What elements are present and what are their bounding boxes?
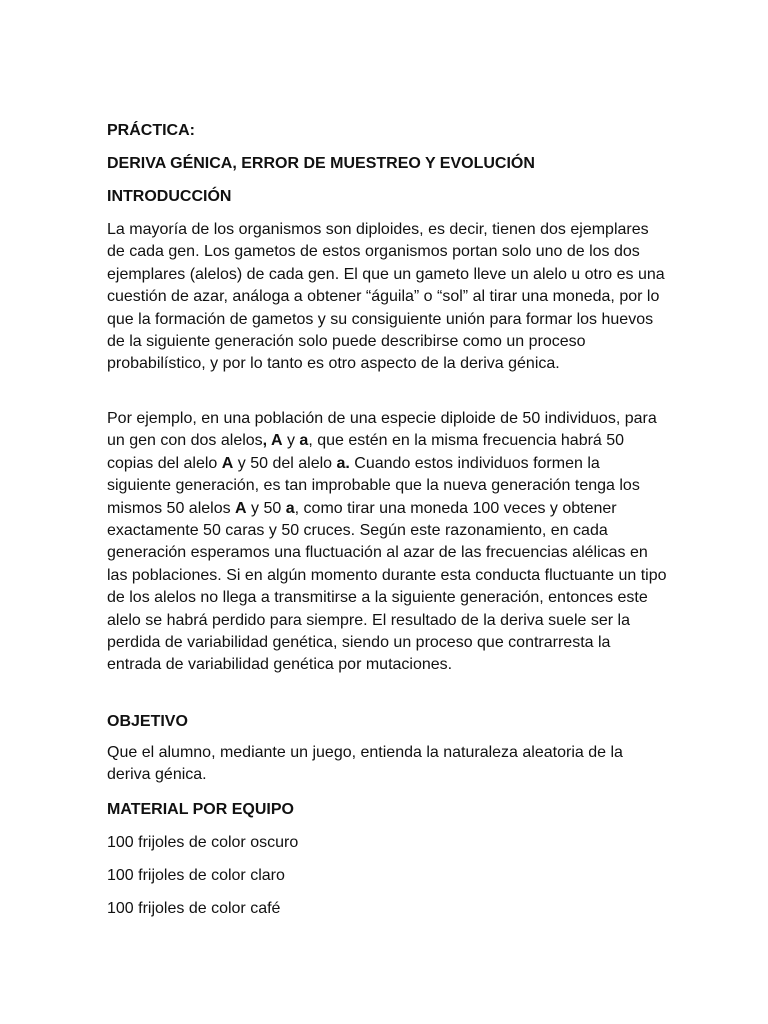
list-item: 100 frijoles de color claro	[107, 867, 285, 884]
allele-label: A	[235, 499, 247, 517]
allele-label: A	[221, 454, 234, 472]
allele-label: , A	[262, 432, 283, 450]
paragraph-text: , como tirar una moneda 100 veces y obtener exactamente 50 caras y 50 cruces. Según este razonamiento, en cada generación esperamos una fluctuación al azar de las frecuencias alélicas en las poblaciones. Si en algún momento durante esta conducta fluctuante un tipo de los alelos no llega a transmitirse a la siguiente generación, entonces este alelo se habrá perdido para siempre. El resultado de la deriva suele ser la perdida de variabilidad genética, siendo un proceso que contrarresta la entrada de variabilidad genética por mutaciones.	[107, 499, 667, 674]
paragraph-text: y	[282, 432, 300, 450]
practica-heading: PRÁCTICA:	[107, 122, 195, 139]
list-item: 100 frijoles de color oscuro	[107, 834, 299, 851]
paragraph-text: Cuando estos individuos formen la siguiente generación, es tan improbable que la nueva generación tenga los mismos 50 alelos	[107, 454, 640, 517]
paragraph-text: y 50	[246, 499, 286, 517]
material-heading: MATERIAL POR EQUIPO	[107, 801, 294, 818]
introduccion-heading: INTRODUCCIÓN	[107, 188, 232, 205]
objetivo-text: Que el alumno, mediante un juego, entienda la naturaleza aleatoria de la deriva génica.	[107, 744, 623, 784]
allele-label: a	[299, 432, 309, 450]
intro-paragraph-2	[107, 408, 667, 677]
paragraph-text: Por ejemplo, en una población de una especie diploide de 50 individuos, para un gen con dos alelos	[107, 410, 657, 450]
objetivo-heading: OBJETIVO	[107, 713, 188, 730]
list-item: 100 frijoles de color café	[107, 900, 281, 917]
paragraph-text: y 50 del alelo	[233, 454, 337, 472]
intro-paragraph-1: La mayoría de los organismos son diploides, es decir, tienen dos ejemplares de cada gen. Los gametos de estos organismos portan solo uno de los dos ejemplares (alelos) de cada gen. El que un gameto lleve un alelo u otro es una cuestión de azar, análoga a obtener “águila” o “sol” al tirar una moneda, por lo que la formación de gametos y su consiguiente unión para formar los huevos de la siguiente generación solo puede describirse como un proceso probabilístico, y por lo tanto es otro aspecto de la deriva génica.	[107, 221, 665, 373]
page-title: DERIVA GÉNICA, ERROR DE MUESTREO Y EVOLUCIÓN	[107, 155, 535, 172]
allele-label: a.	[336, 454, 350, 472]
allele-label: a	[285, 499, 295, 517]
paragraph-text: , que estén en la misma frecuencia habrá 50 copias del alelo	[107, 432, 625, 472]
